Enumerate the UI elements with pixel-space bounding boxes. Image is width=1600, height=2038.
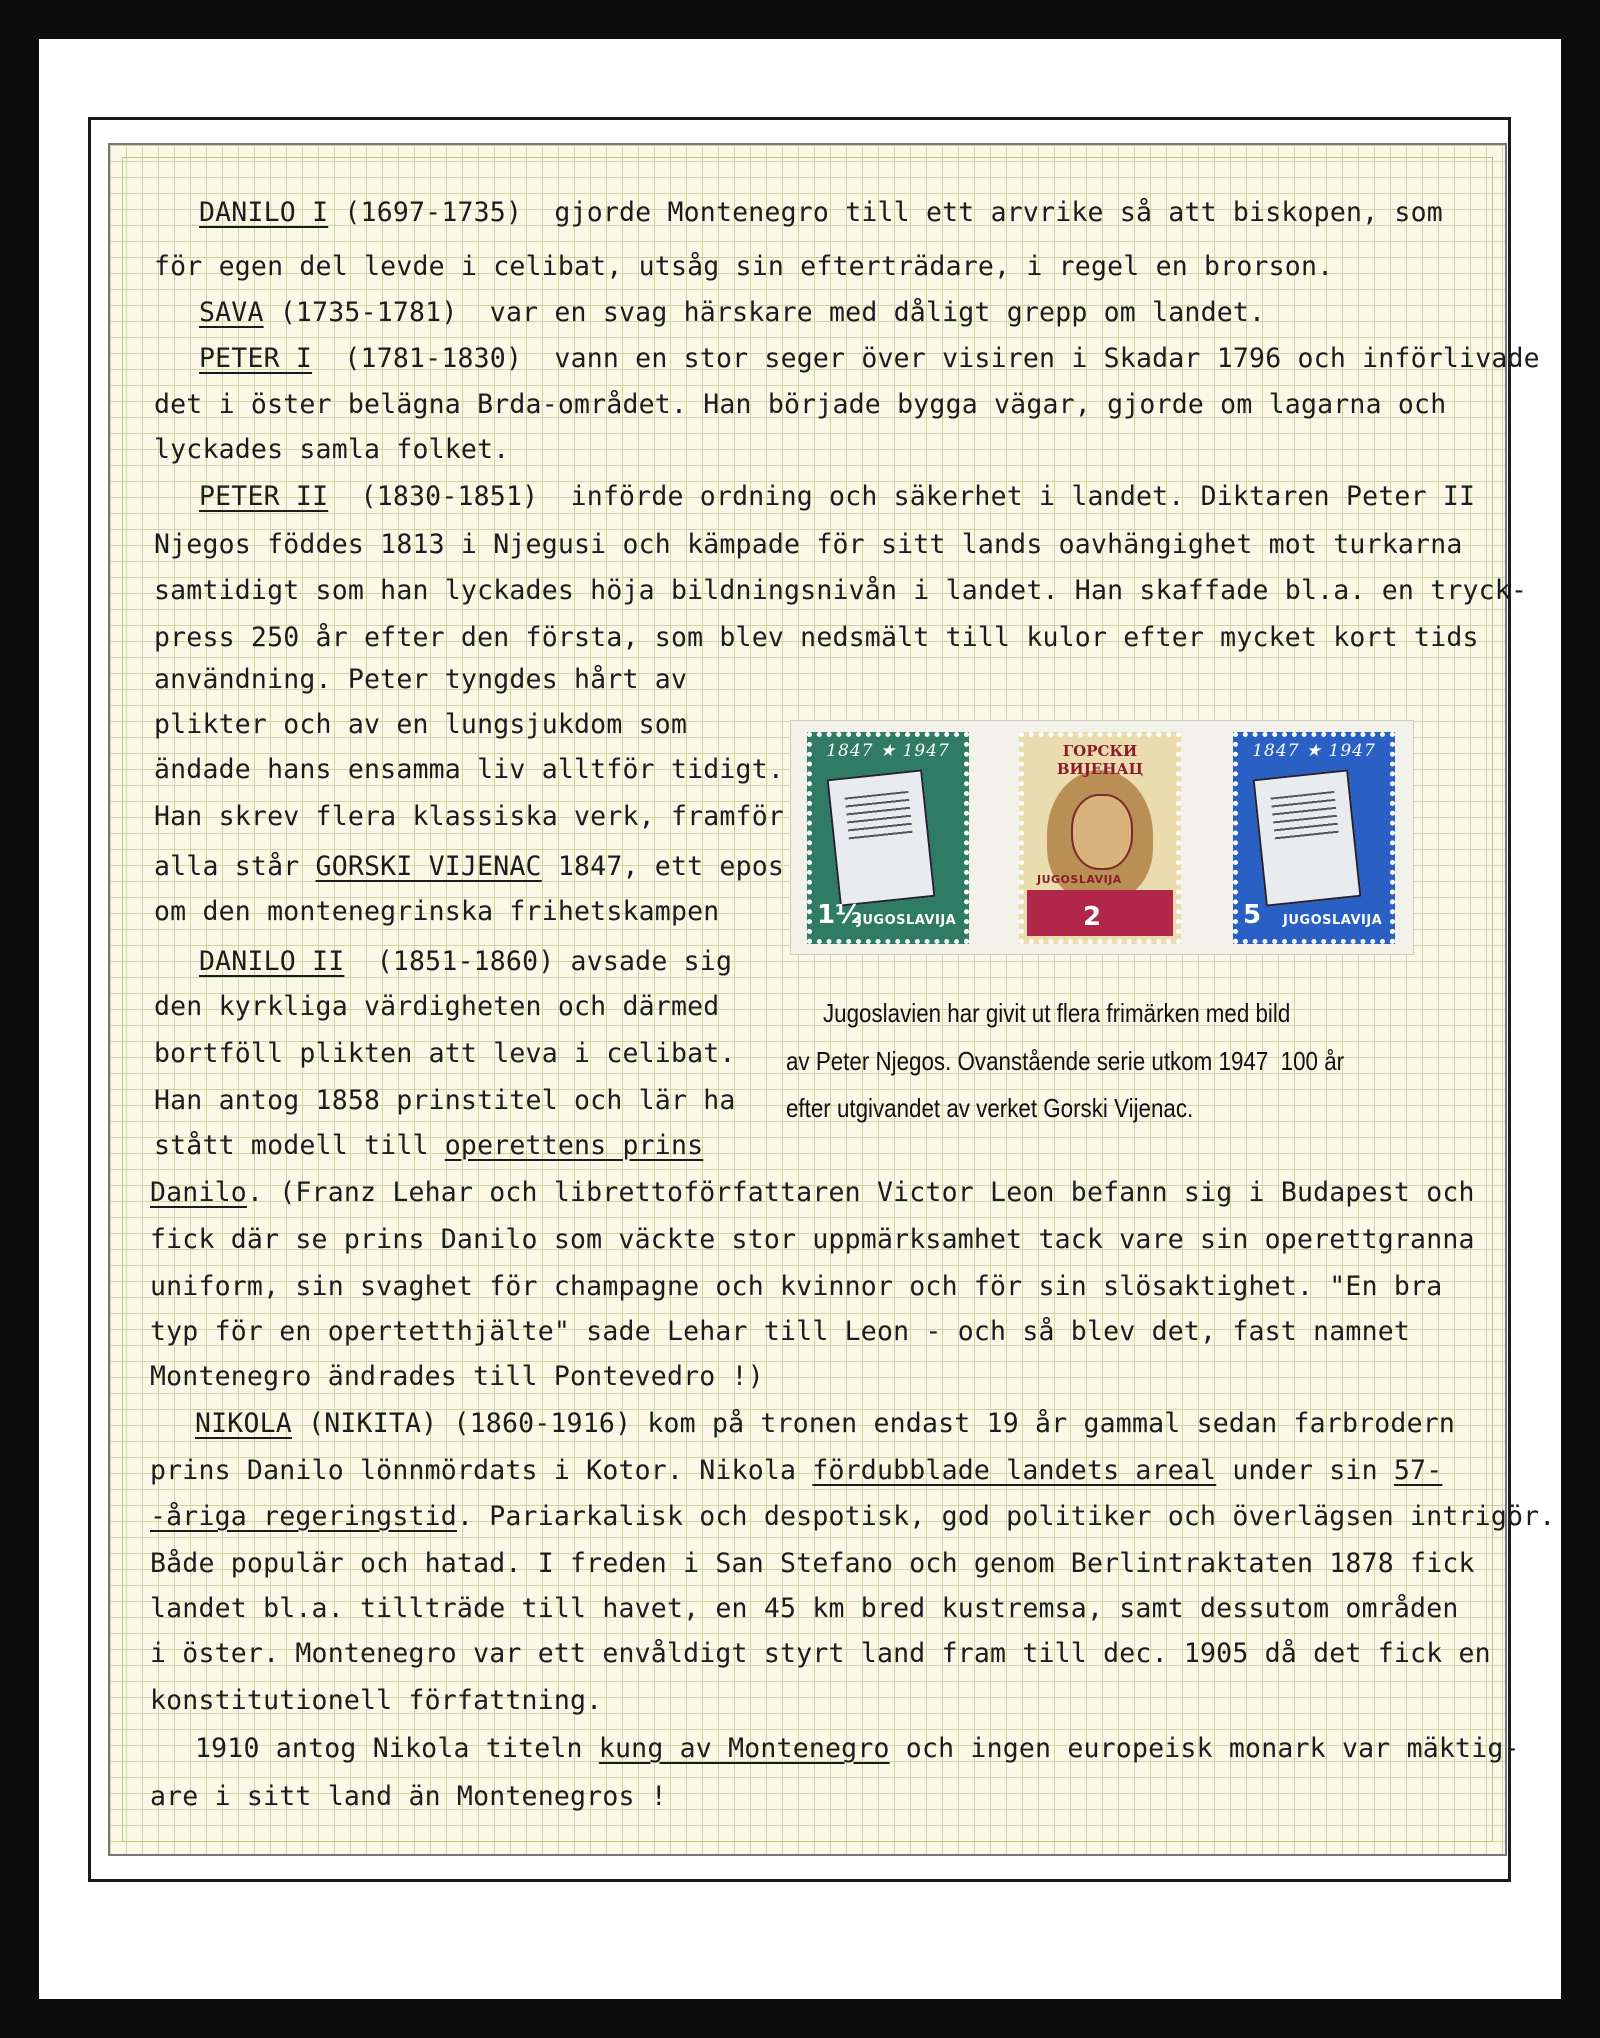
line-text: Montenegro ändrades till Pontevedro !) xyxy=(150,1361,764,1392)
line-text: samtidigt som han lyckades höja bildningsnivån i landet. Han skaffade bl.a. en tryck- xyxy=(154,575,1528,606)
line-text: den kyrkliga värdigheten och därmed xyxy=(154,991,720,1022)
ruler-name-sava: SAVA xyxy=(199,297,264,328)
perforation xyxy=(1233,732,1395,944)
text-line xyxy=(199,298,1265,328)
stamp-caption-line: Jugoslavien har givit ut flera frimärken med bild xyxy=(823,998,1291,1028)
text-line xyxy=(154,755,784,785)
perforation xyxy=(1019,732,1181,944)
line-text: (1735-1781) var en svag härskare med dåligt grepp om landet. xyxy=(263,297,1266,328)
line-text: användning. Peter tyngdes hårt av xyxy=(154,664,688,695)
stamp-header: ГОРСКИ ВИЈЕНАЦ xyxy=(1056,742,1144,778)
stamp-country: JUGOSLAVIJA xyxy=(1283,913,1383,928)
line-text: (1830-1851) införde ordning och säkerhet i landet. Diktaren Peter II xyxy=(328,481,1476,512)
line-text: (1781-1830) vann en stor seger över visiren i Skadar 1796 och införlivade xyxy=(312,343,1540,374)
text-line xyxy=(150,1362,764,1392)
ruler-name-nikola: NIKOLA xyxy=(195,1408,292,1439)
text-line xyxy=(199,344,1540,374)
line-text: . (Franz Lehar och librettoförfattaren Victor Leon befann sig i Budapest och xyxy=(246,1177,1475,1208)
text-line xyxy=(150,1456,1442,1486)
stamp-denomination: 1½ xyxy=(817,900,863,930)
text-line xyxy=(154,435,509,465)
line-text: under sin xyxy=(1216,1455,1394,1486)
stamp-caption-line: av Peter Njegos. Ovanstående serie utkom 1947 100 år xyxy=(786,1046,1345,1076)
text-line xyxy=(154,1131,703,1161)
phrase-kung-av-montenegro: kung av Montenegro xyxy=(598,1733,890,1764)
text-line xyxy=(154,710,687,740)
line-text: alla står xyxy=(154,851,316,882)
line-text: 1910 antog Nikola titeln xyxy=(195,1733,599,1764)
line-text: (NIKITA) (1860-1916) kom på tronen endast 19 år gammal sedan farbrodern xyxy=(291,1408,1456,1439)
line-text: (1851-1860) avsade sig xyxy=(344,946,733,977)
text-line xyxy=(199,482,1475,512)
line-text: Han antog 1858 prinstitel och lär ha xyxy=(154,1085,736,1116)
text-line xyxy=(154,576,1527,606)
line-text: Både populär och hatad. I freden i San Stefano och genom Berlintraktaten 1878 fick xyxy=(150,1548,1475,1579)
line-text: are i sitt land än Montenegros ! xyxy=(150,1781,667,1812)
text-line xyxy=(150,1549,1475,1579)
text-line xyxy=(150,1502,1555,1532)
ruler-name-danilo-ii: DANILO II xyxy=(199,946,345,977)
line-text: prins Danilo lönnmördats i Kotor. Nikola xyxy=(150,1455,813,1486)
text-line xyxy=(154,802,784,832)
work-title-gorski-vijenac: GORSKI VIJENAC xyxy=(315,851,542,882)
text-line xyxy=(150,1594,1459,1624)
line-text: press 250 år efter den första, som blev nedsmält till kulor efter mycket kort tids xyxy=(154,622,1479,653)
link-operettens-prins: operettens prins xyxy=(444,1130,704,1161)
line-text: uniform, sin svaghet för champagne och kvinnor och för sin slösaktighet. "En bra xyxy=(150,1271,1443,1302)
stamp-country: JUGOSLAVIJA xyxy=(857,913,957,928)
text-line xyxy=(150,1639,1491,1669)
text-line xyxy=(154,390,1446,420)
text-line xyxy=(150,1272,1442,1302)
phrase-57: 57- xyxy=(1393,1455,1443,1486)
stamp-country: JUGOSLAVIJA xyxy=(1037,873,1122,886)
line-text: ändade hans ensamma liv alltför tidigt. xyxy=(154,754,785,785)
stamp-strip xyxy=(790,720,1414,955)
text-line xyxy=(154,530,1463,560)
text-line xyxy=(154,252,1333,282)
stamp-caption-line: efter utgivandet av verket Gorski Vijenac. xyxy=(786,1093,1194,1123)
line-text: stått modell till xyxy=(154,1130,445,1161)
ruler-name-danilo-i: DANILO I xyxy=(199,197,329,228)
line-text: fick där se prins Danilo som väckte stor uppmärksamhet tack vare sin operettgranna xyxy=(150,1224,1475,1255)
text-line xyxy=(195,1409,1455,1439)
name-danilo: Danilo xyxy=(150,1177,247,1208)
line-text: konstitutionell författning. xyxy=(150,1685,603,1716)
line-text: Han skrev flera klassiska verk, framför xyxy=(154,801,785,832)
text-line xyxy=(154,852,784,882)
line-text: Njegos föddes 1813 i Njegusi och kämpade för sitt lands oavhängighet mot turkarna xyxy=(154,529,1463,560)
line-text: (1697-1735) gjorde Montenegro till ett arvrike så att biskopen, som xyxy=(328,197,1443,228)
text-line xyxy=(154,897,719,927)
line-text: plikter och av en lungsjukdom som xyxy=(154,709,688,740)
text-line xyxy=(150,1782,667,1812)
text-line xyxy=(154,1086,736,1116)
line-text: för egen del levde i celibat, utsåg sin efterträdare, i regel en brorson. xyxy=(154,251,1334,282)
line-text: det i öster belägna Brda-området. Han började bygga vägar, gjorde om lagarna och xyxy=(154,389,1447,420)
line-text: bortföll plikten att leva i celibat. xyxy=(154,1038,736,1069)
perforation xyxy=(807,732,969,944)
text-line xyxy=(195,1734,1520,1764)
ruler-name-peter-ii: PETER II xyxy=(199,481,329,512)
text-line xyxy=(199,198,1443,228)
line-text: typ för en opertetthjälte" sade Lehar till Leon - och så blev det, fast namnet xyxy=(150,1316,1411,1347)
stamp-denomination: 2 xyxy=(1083,902,1102,932)
stamp-year: 1847 ★ 1947 xyxy=(826,741,950,761)
line-text: 1847, ett epos xyxy=(541,851,785,882)
text-line xyxy=(150,1317,1410,1347)
line-text: om den montenegrinska frihetskampen xyxy=(154,896,720,927)
text-line xyxy=(154,623,1479,653)
stamp-blue xyxy=(1233,732,1395,944)
text-line xyxy=(150,1178,1475,1208)
stamp-green xyxy=(807,732,969,944)
ruler-name-peter-i: PETER I xyxy=(199,343,313,374)
text-line xyxy=(154,1039,736,1069)
phrase-ariga-regeringstid: -åriga regeringstid xyxy=(150,1501,457,1532)
text-line xyxy=(154,665,687,695)
text-line xyxy=(150,1686,602,1716)
line-text: . Pariarkalisk och despotisk, god politiker och överlägsen intrigör. xyxy=(456,1501,1556,1532)
stamp-denomination: 5 xyxy=(1243,900,1262,930)
text-line xyxy=(154,992,719,1022)
phrase-fordubblade-areal: fördubblade landets areal xyxy=(812,1455,1217,1486)
text-line xyxy=(150,1225,1475,1255)
line-text: landet bl.a. tillträde till havet, en 45 km bred kustremsa, samt dessutom områden xyxy=(150,1593,1459,1624)
text-line xyxy=(199,947,732,977)
line-text: i öster. Montenegro var ett envåldigt styrt land fram till dec. 1905 då det fick en xyxy=(150,1638,1491,1669)
line-text: lyckades samla folket. xyxy=(154,434,510,465)
line-text: och ingen europeisk monark var mäktig- xyxy=(889,1733,1520,1764)
stamp-portrait xyxy=(1019,732,1181,944)
stamp-year: 1847 ★ 1947 xyxy=(1252,741,1376,761)
